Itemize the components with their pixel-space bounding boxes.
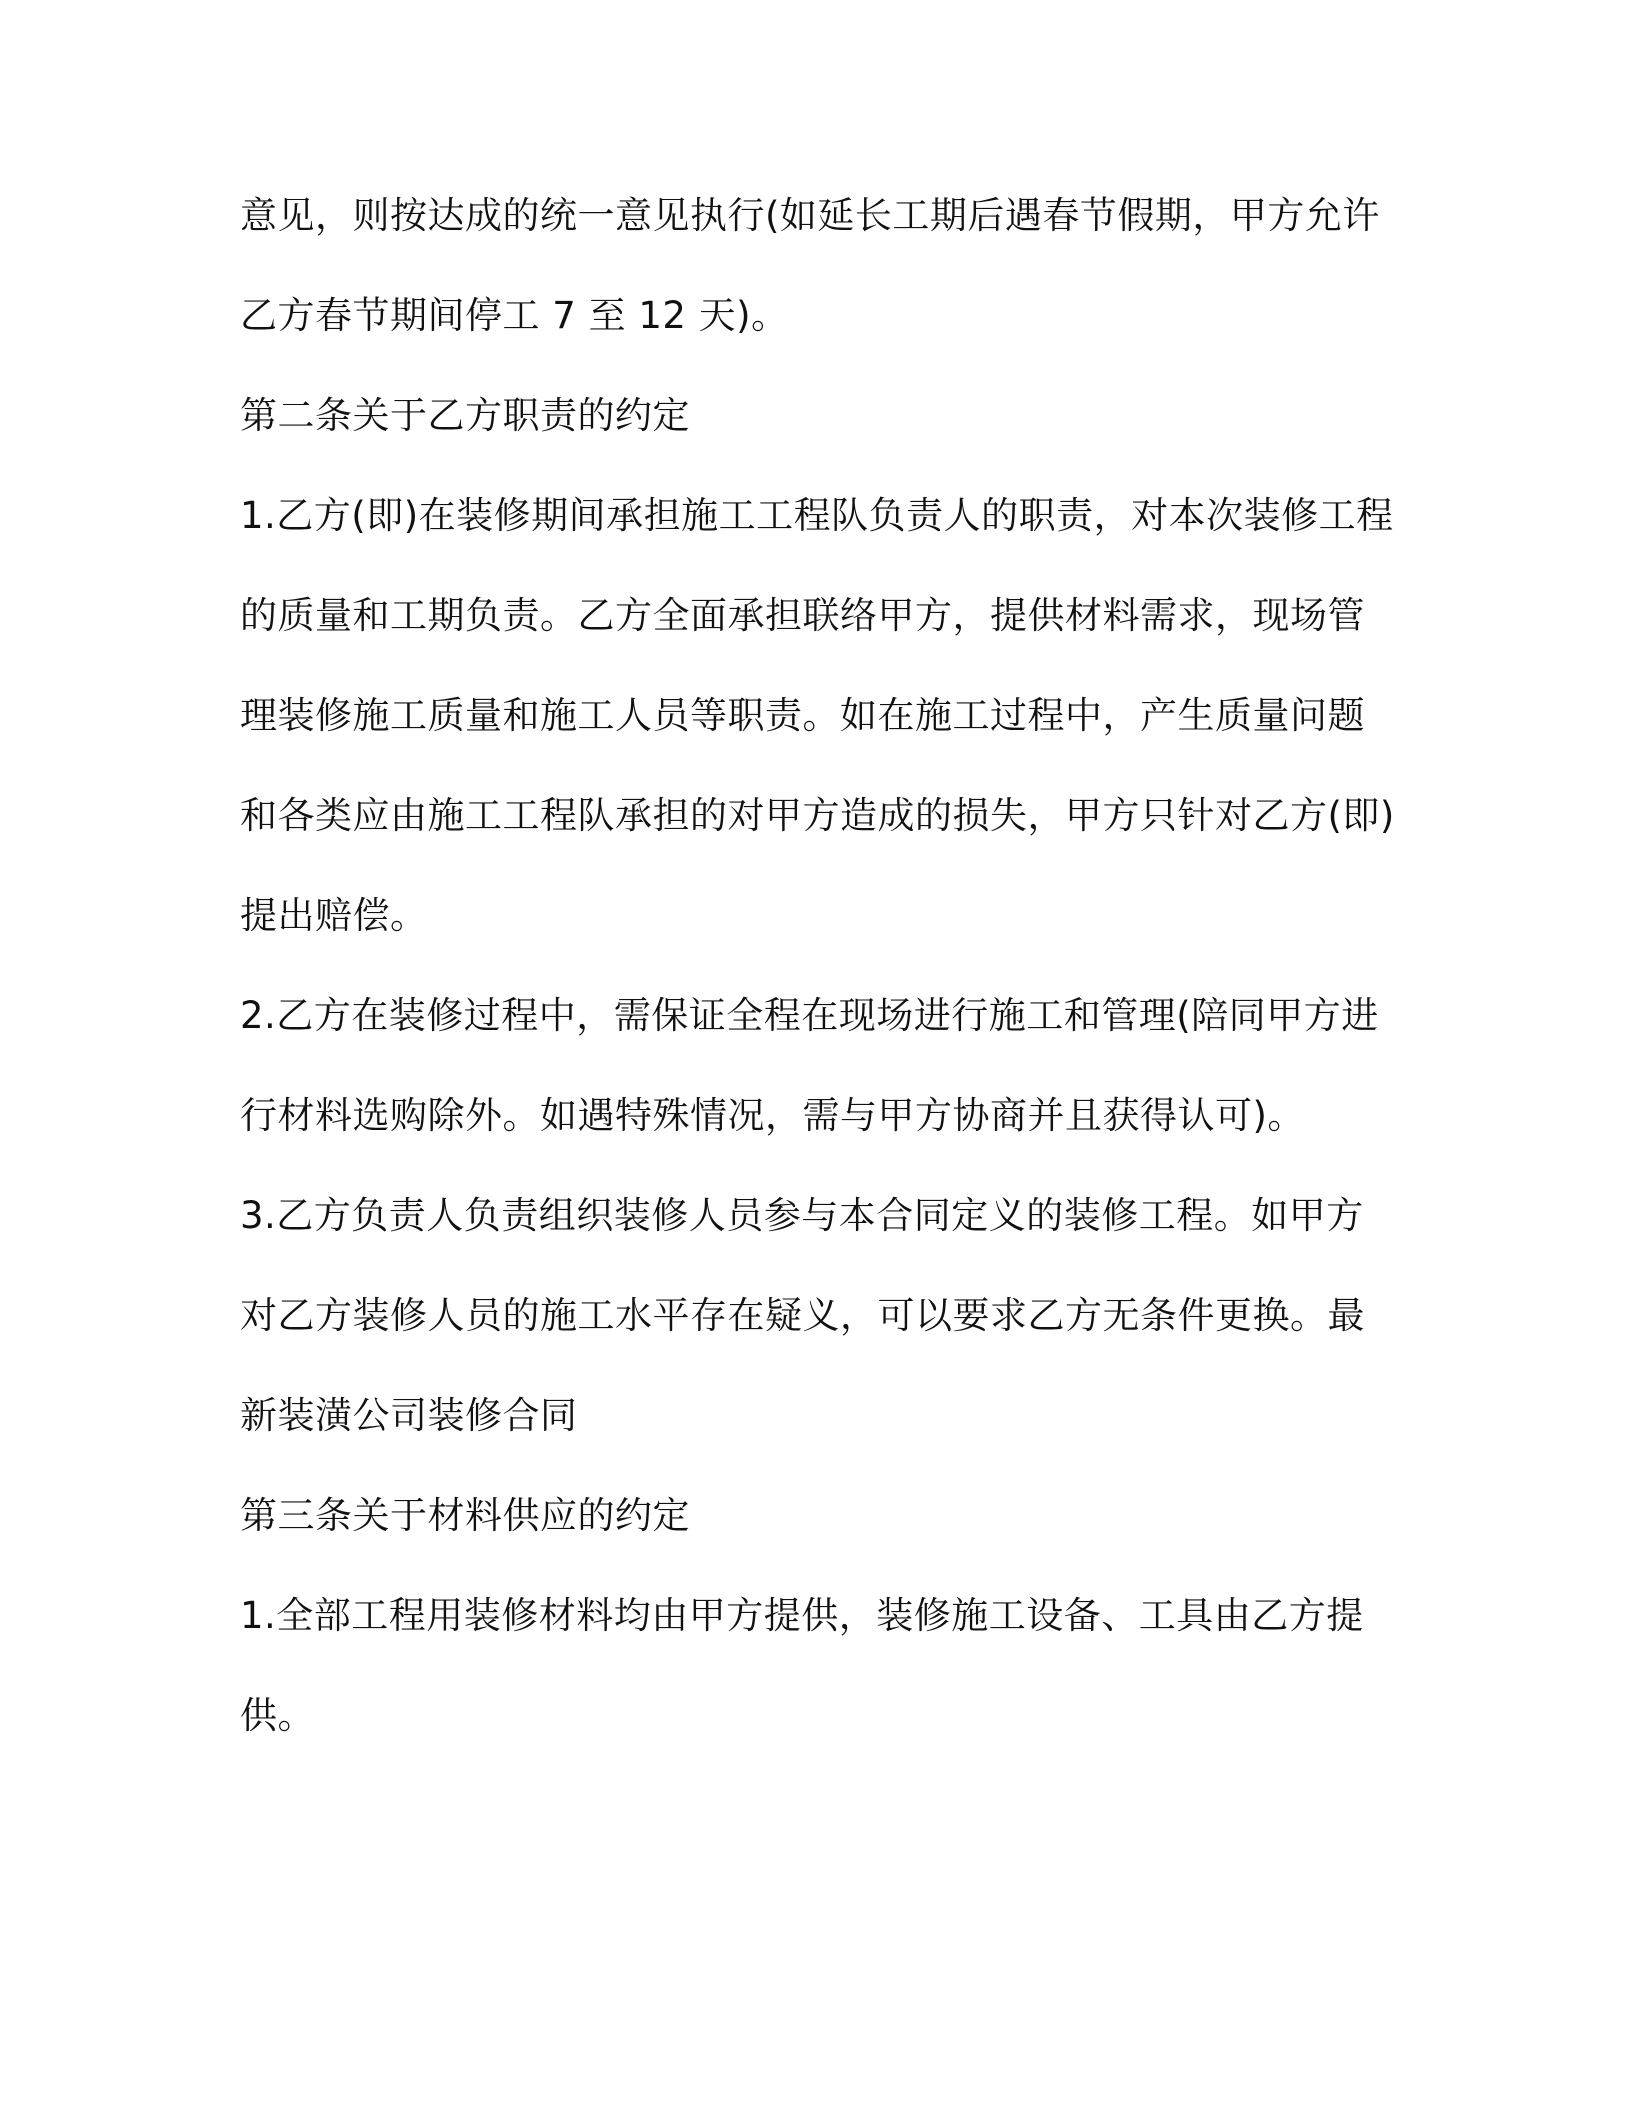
paragraph-line: 1.乙方(即)在装修期间承担施工工程队负责人的职责，对本次装修工程 [240, 494, 1394, 537]
paragraph-line: 新装潢公司装修合同 [240, 1394, 578, 1437]
paragraph-line: 行材料选购除外。如遇特殊情况，需与甲方协商并且获得认可)。 [240, 1094, 1305, 1137]
paragraph-line: 对乙方装修人员的施工水平存在疑义，可以要求乙方无条件更换。最 [240, 1294, 1365, 1337]
section-heading: 第二条关于乙方职责的约定 [240, 394, 690, 437]
paragraph-line: 2.乙方在装修过程中，需保证全程在现场进行施工和管理(陪同甲方进 [240, 994, 1379, 1037]
paragraph-line: 提出赔偿。 [240, 894, 428, 937]
paragraph-line: 供。 [240, 1694, 315, 1737]
paragraph-line: 乙方春节期间停工 7 至 12 天)。 [240, 294, 789, 337]
paragraph-line: 和各类应由施工工程队承担的对甲方造成的损失，甲方只针对乙方(即) [240, 794, 1395, 837]
paragraph-line: 的质量和工期负责。乙方全面承担联络甲方，提供材料需求，现场管 [240, 594, 1365, 637]
paragraph-line: 意见，则按达成的统一意见执行(如延长工期后遇春节假期，甲方允许 [240, 194, 1380, 237]
section-heading: 第三条关于材料供应的约定 [240, 1494, 690, 1537]
paragraph-line: 3.乙方负责人负责组织装修人员参与本合同定义的装修工程。如甲方 [240, 1194, 1364, 1237]
paragraph-line: 理装修施工质量和施工人员等职责。如在施工过程中，产生质量问题 [240, 694, 1365, 737]
paragraph-line: 1.全部工程用装修材料均由甲方提供，装修施工设备、工具由乙方提 [240, 1594, 1364, 1637]
